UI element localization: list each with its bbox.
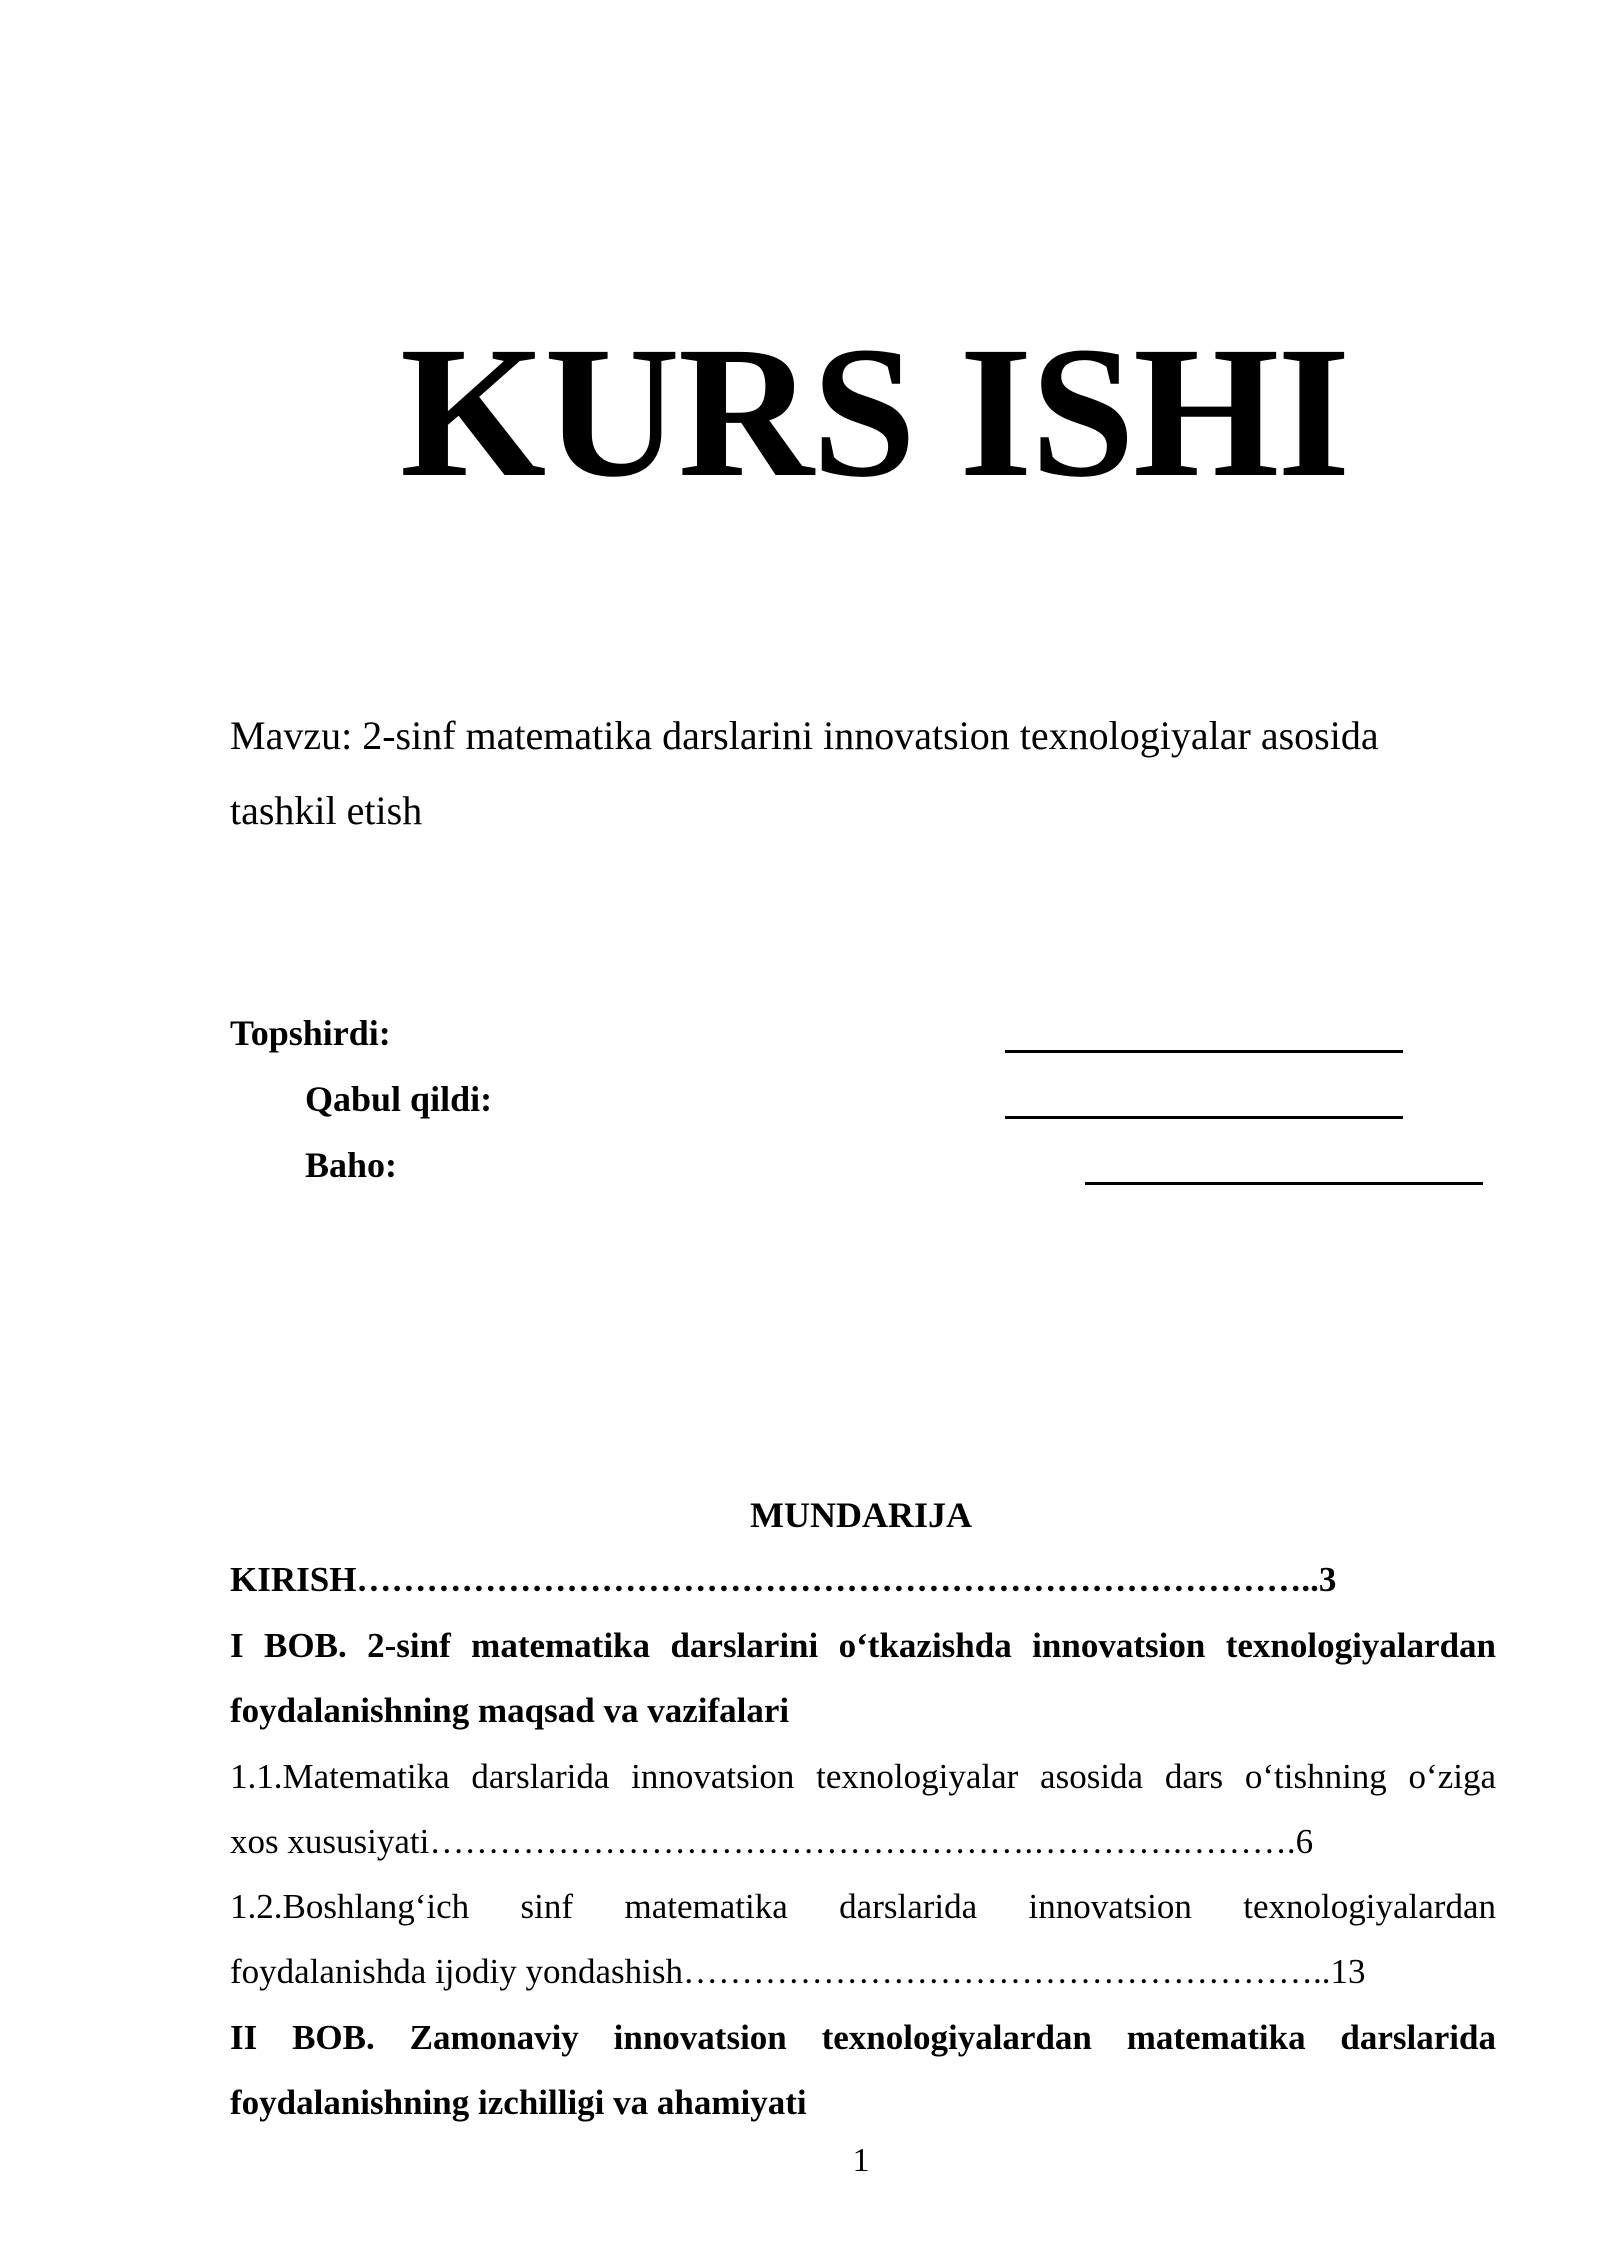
topic-line-1: Mavzu: 2-sinf matematika darslarini innovatsion texnologiyalar asosida — [230, 713, 1379, 758]
accepted-by-label: Qabul qildi: — [305, 1079, 493, 1119]
toc-chapter-1-line-1: I BOB. 2-sinf matematika darslarini o‘tkazishda innovatsion texnologiyalardan — [230, 1626, 1496, 1665]
toc-chapter-2-line-2: foydalanishning izchilligi va ahamiyati — [230, 2083, 807, 2122]
grade-label: Baho: — [305, 1145, 398, 1185]
contents-heading: MUNDARIJA — [750, 1495, 972, 1535]
toc-section-1-1-line-1: 1.1.Matematika darslarida innovatsion texnologiyalar asosida dars o‘tishning o‘ziga — [230, 1757, 1496, 1796]
toc-section-1-1-line-2: xos xususiyati…………………………………………….………….……….6 — [230, 1822, 1314, 1861]
document-title: KURS ISHI — [400, 307, 1349, 516]
toc-chapter-2-line-1: II BOB. Zamonaviy innovatsion texnologiyalardan matematika darslarida — [230, 2018, 1496, 2057]
toc-section-1-2-line-1: 1.2.Boshlang‘ich sinf matematika darslarida innovatsion texnologiyalardan — [230, 1887, 1496, 1926]
grade-signature-line — [1085, 1182, 1483, 1185]
accepted-by-signature-line — [1005, 1116, 1403, 1119]
submitted-by-label: Topshirdi: — [230, 1013, 391, 1053]
page-number: 1 — [852, 2142, 870, 2179]
topic-line-2: tashkil etish — [230, 788, 423, 833]
toc-chapter-1-line-2: foydalanishning maqsad va vazifalari — [230, 1691, 790, 1730]
toc-introduction: KIRISH………………………………………………………………………..3 — [230, 1560, 1337, 1599]
toc-section-1-2-line-2: foydalanishda ijodiy yondashish………………………………………………..13 — [230, 1952, 1366, 1991]
submitted-by-signature-line — [1005, 1050, 1403, 1053]
